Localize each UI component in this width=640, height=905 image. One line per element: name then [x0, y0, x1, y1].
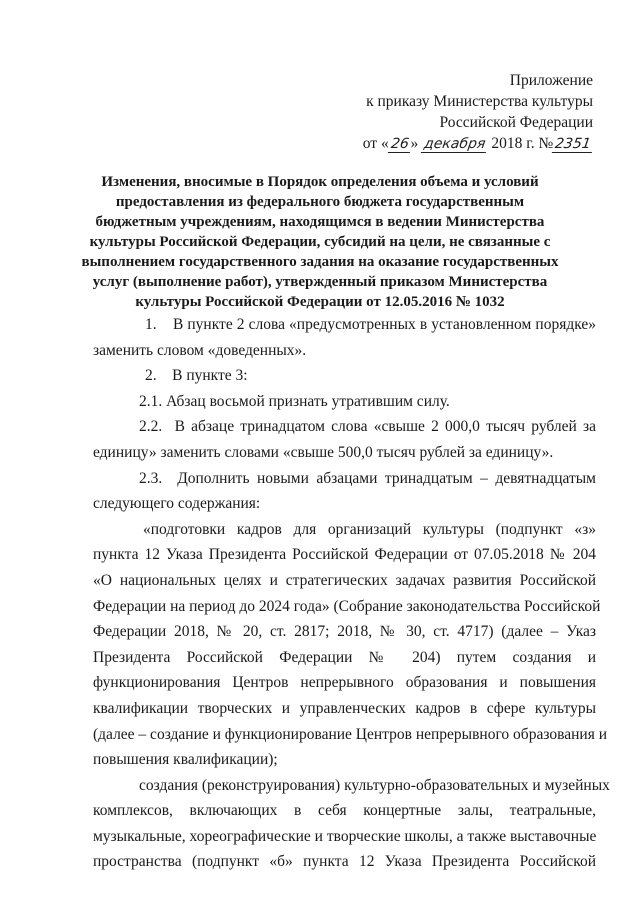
document-title	[70, 172, 570, 312]
paragraph-2-3-line: следующего содержания:	[93, 495, 261, 513]
quote-1-line: Федерации на период до 2024 года» (Собрание законодательства Российской	[93, 597, 601, 615]
paragraph-2-2-line: 2.2. В абзаце тринадцатом слова «свыше 2 000,0 тысяч рублей за	[139, 418, 596, 436]
quote-2-line: создания (реконструирования) культурно-образовательных и музейных	[139, 776, 610, 794]
quote-2-line: пространства (подпункт «б» пункта 12 Указа Президента Российской	[93, 853, 596, 871]
quote-1-line: Президента Российской Федерации № 204) путем создания и	[93, 648, 596, 666]
appendix-header	[363, 70, 593, 154]
handwritten-number: 2351	[552, 136, 594, 153]
quote-1-line: (далее – создание и функционирование Центров непрерывного образования и	[93, 725, 607, 743]
handwritten-month: декабря	[421, 136, 489, 153]
paragraph-2: 2. В пункте 3:	[145, 367, 248, 385]
quote-1-line: квалификации творческих и управленческих кадров в сфере культуры	[93, 699, 596, 717]
order-reference: к приказу Министерства культуры	[366, 93, 593, 110]
paragraph-1-line: заменить словом «доведенных».	[93, 341, 307, 359]
order-date-line	[363, 133, 593, 154]
date-year: 2018 г. №	[491, 135, 554, 152]
quote-1-line: Федерации 2018, № 20, ст. 2817; 2018, № 30, ст. 4717) (далее – Указ	[93, 623, 596, 641]
paragraph-2-2-line: единицу» заменить словами «свыше 500,0 тысяч рублей за единицу».	[93, 443, 554, 461]
handwritten-day: 26	[388, 136, 412, 153]
paragraph-1-line: 1. В пункте 2 слова «предусмотренных в установленном порядке»	[145, 316, 596, 333]
title-line: услуг (выполнение работ), утвержденный приказом Министерства	[92, 274, 548, 290]
date-prefix: от «	[362, 135, 389, 152]
quote-1-line: функционирования Центров непрерывного образования и повышения	[93, 674, 596, 692]
title-line: культуры Российской Федерации от 12.05.2016 № 1032	[135, 294, 505, 310]
title-line: Изменения, вносимые в Порядок определения объема и условий	[101, 174, 539, 190]
title-line: культуры Российской Федерации, субсидий на цели, не связанные с	[89, 234, 551, 250]
quote-2-line: музыкальные, хореографические и творческие школы, а также выставочные	[93, 827, 597, 845]
quote-2-line: комплексов, включающих в себя концертные залы, театральные,	[93, 802, 596, 820]
document-body	[93, 312, 610, 875]
title-line: выполнением государственного задания на оказание государственных	[81, 254, 559, 270]
title-line: предоставления из федерального бюджета государственным	[115, 194, 525, 210]
quote-1-line: «подготовки кадров для организаций культуры (подпункт «з»	[143, 520, 596, 538]
ministry-name: Российской Федерации	[439, 114, 593, 131]
appendix-label: Приложение	[509, 72, 593, 89]
paragraph-2-1: 2.1. Абзац восьмой признать утратившим силу.	[139, 392, 450, 410]
paragraph-2-3-line: 2.3. Дополнить новыми абзацами тринадцатым – девятнадцатым	[139, 469, 596, 487]
date-mid: »	[410, 135, 419, 152]
title-line: бюджетным учреждениям, находящимся в ведении Министерства	[95, 214, 545, 230]
quote-1-line: «О национальных целях и стратегических задачах развития Российской	[93, 571, 596, 589]
quote-1-line: пункта 12 Указа Президента Российской Федерации от 07.05.2018 № 204	[93, 546, 596, 564]
quote-1-line: повышения квалификации);	[93, 751, 278, 769]
